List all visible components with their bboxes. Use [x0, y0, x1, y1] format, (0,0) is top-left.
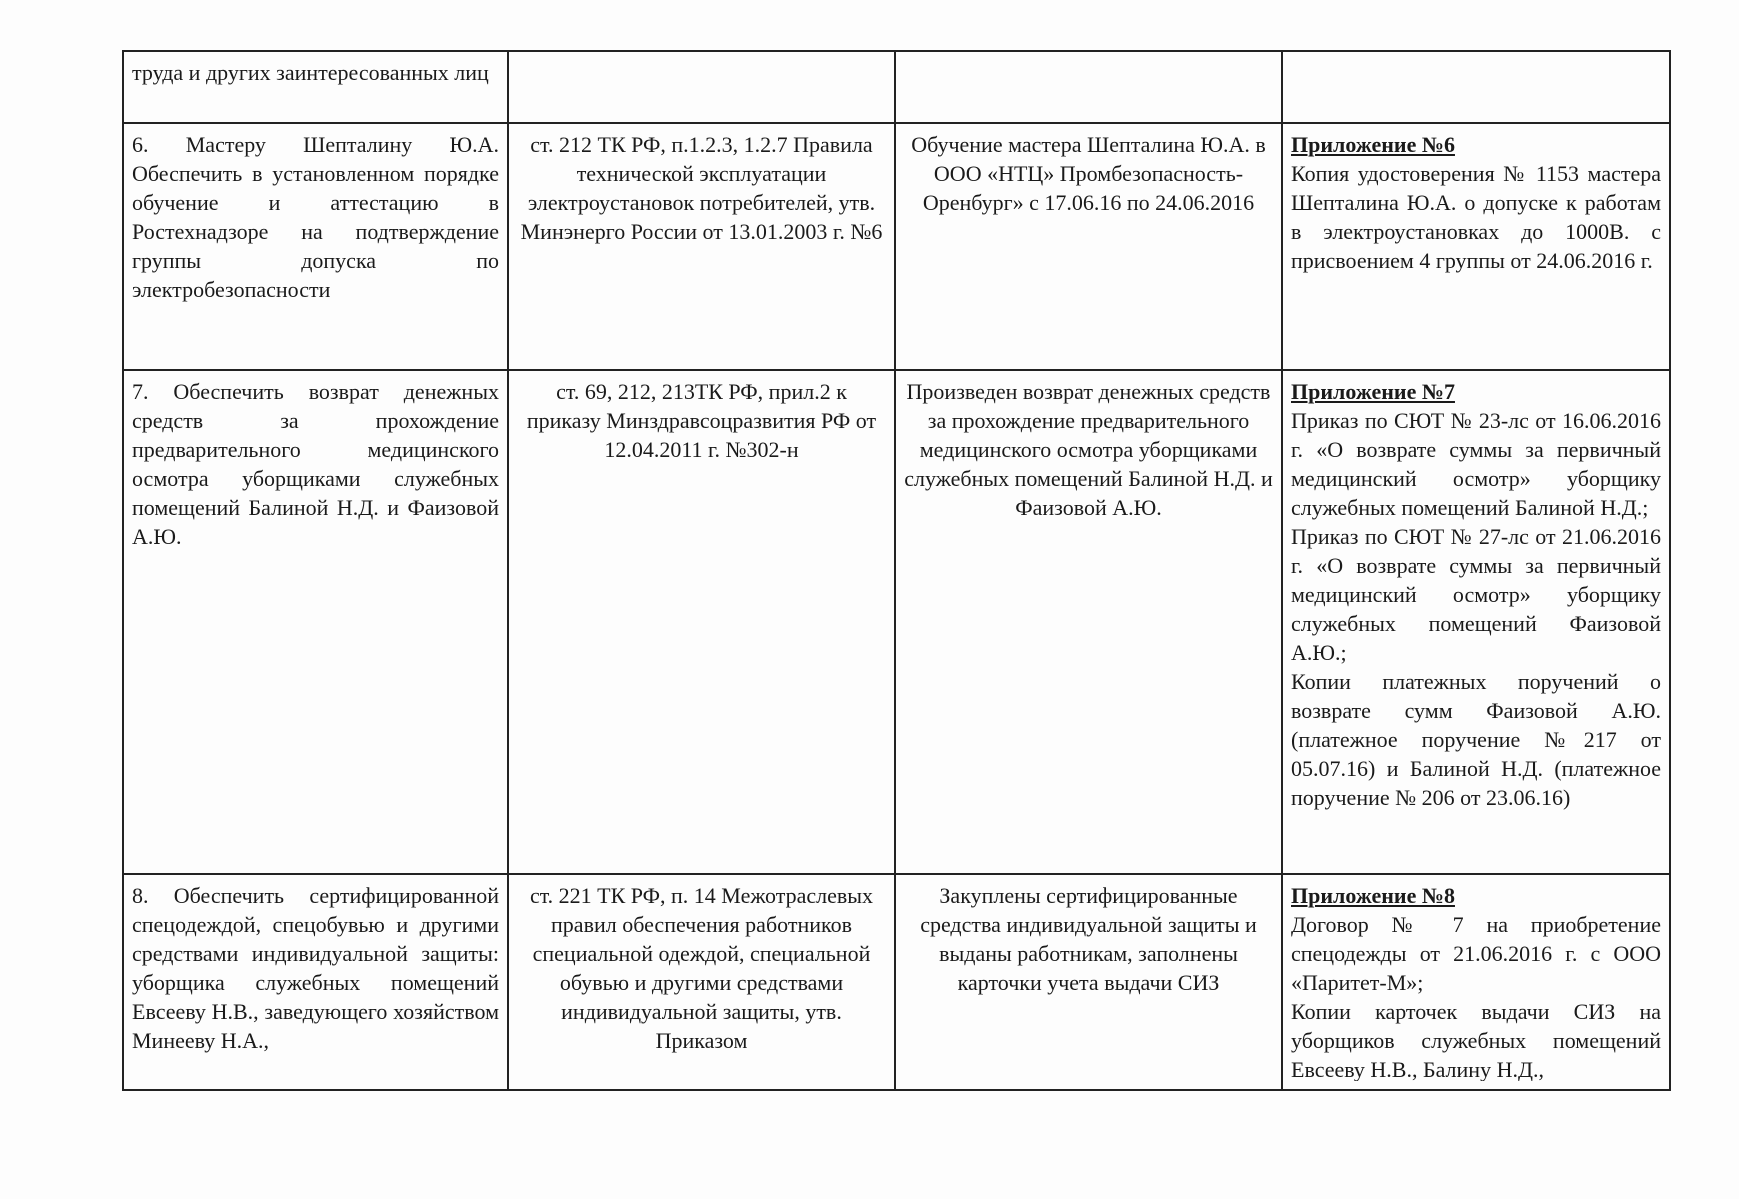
table-row: [123, 370, 1670, 874]
result-cell: [895, 51, 1282, 123]
appendix-title: Приложение №8: [1291, 883, 1455, 908]
table-row: [123, 51, 1670, 123]
result-text: Закуплены сертифицированные средства индивидуальной защиты и выданы работникам, заполнены карточки учета выдачи СИЗ: [920, 883, 1257, 995]
measure-text: 7. Обеспечить возврат денежных средств за прохождение предварительного медицинского осмотра уборщиками служебных помещений Балиной Н.Д. и Фаизовой А.Ю.: [132, 379, 499, 549]
legal-basis-cell: [508, 874, 895, 1090]
legal-basis-text: ст. 221 ТК РФ, п. 14 Межотраслевых правил обеспечения работников специальной одеждой, специальной обувью и другими средствами индивидуальной защиты, утв. Приказом: [529, 883, 874, 1053]
measure-cell: [123, 370, 508, 874]
appendix-paragraph: Копии платежных поручений о возврате сумм Фаизовой А.Ю. (платежное поручение №217 от 05.07.16) и Балиной Н.Д. (платежное поручение № 206 от 23.06.16): [1291, 669, 1661, 810]
measure-cell: [123, 874, 508, 1090]
measure-cell: [123, 123, 508, 370]
appendix-paragraph: Приказ по СЮТ № 27-лс от 21.06.2016 г. «О возврате суммы за первичный медицинский осмотр» уборщику служебных помещений Фаизовой А.Ю.;: [1291, 524, 1661, 665]
appendix-cell: [1282, 874, 1670, 1090]
appendix-cell: [1282, 370, 1670, 874]
result-cell: [895, 123, 1282, 370]
appendix-paragraph: Приказ по СЮТ № 23-лс от 16.06.2016 г. «О возврате суммы за первичный медицинский осмотр» уборщику служебных помещений Балиной Н.Д.;: [1291, 408, 1661, 520]
appendix-cell: [1282, 51, 1670, 123]
measure-text: 8. Обеспечить сертифицированной спецодеждой, спецобувью и другими средствами индивидуальной защиты: уборщика служебных помещений Евсееву Н.В., заведующего хозяйством Минееву Н.А.,: [132, 883, 499, 1053]
measure-text: 6. Мастеру Шепталину Ю.А. Обеспечить в установленном порядке обучение и аттестацию в Ростехнадзоре на подтверждение группы допуска по электробезопасности: [132, 132, 499, 302]
appendix-paragraph: Договор № 7 на приобретение спецодежды от 21.06.2016 г. с ООО «Паритет-М»;: [1291, 912, 1661, 995]
appendix-paragraph: Копии карточек выдачи СИЗ на уборщиков служебных помещений Евсееву Н.В., Балину Н.Д.,: [1291, 999, 1661, 1081]
measure-text: труда и других заинтересованных лиц: [132, 60, 489, 85]
result-text: Обучение мастера Шепталина Ю.А. в ООО «НТЦ» Промбезопасность-Оренбург» с 17.06.16 по 24.06.2016: [911, 132, 1266, 215]
legal-basis-text: ст. 212 ТК РФ, п.1.2.3, 1.2.7 Правила технической эксплуатации электроустановок потребителей, утв. Минэнерго России от 13.01.2003 г. №6: [520, 132, 883, 244]
result-cell: [895, 370, 1282, 874]
table-row: [123, 874, 1670, 1090]
appendix-title: Приложение №7: [1291, 379, 1455, 404]
appendix-title: Приложение №6: [1291, 132, 1455, 157]
legal-basis-text: ст. 69, 212, 213ТК РФ, прил.2 к приказу Минздравсоцразвития РФ от 12.04.2011 г. №302-н: [526, 379, 877, 462]
result-text: Произведен возврат денежных средств за прохождение предварительного медицинского осмотра уборщиками служебных помещений Балиной Н.Д. и Фаизовой А.Ю.: [904, 379, 1273, 520]
table-row: [123, 123, 1670, 370]
report-table: [122, 50, 1671, 1091]
legal-basis-cell: [508, 123, 895, 370]
appendix-cell: [1282, 123, 1670, 370]
appendix-paragraph: Копия удостоверения № 1153 мастера Шепталина Ю.А. о допуске к работам в электроустановках до 1000В. с присвоением 4 группы от 24.06.2016 г.: [1291, 161, 1661, 273]
measure-cell: [123, 51, 508, 123]
legal-basis-cell: [508, 370, 895, 874]
legal-basis-cell: [508, 51, 895, 123]
result-cell: [895, 874, 1282, 1090]
